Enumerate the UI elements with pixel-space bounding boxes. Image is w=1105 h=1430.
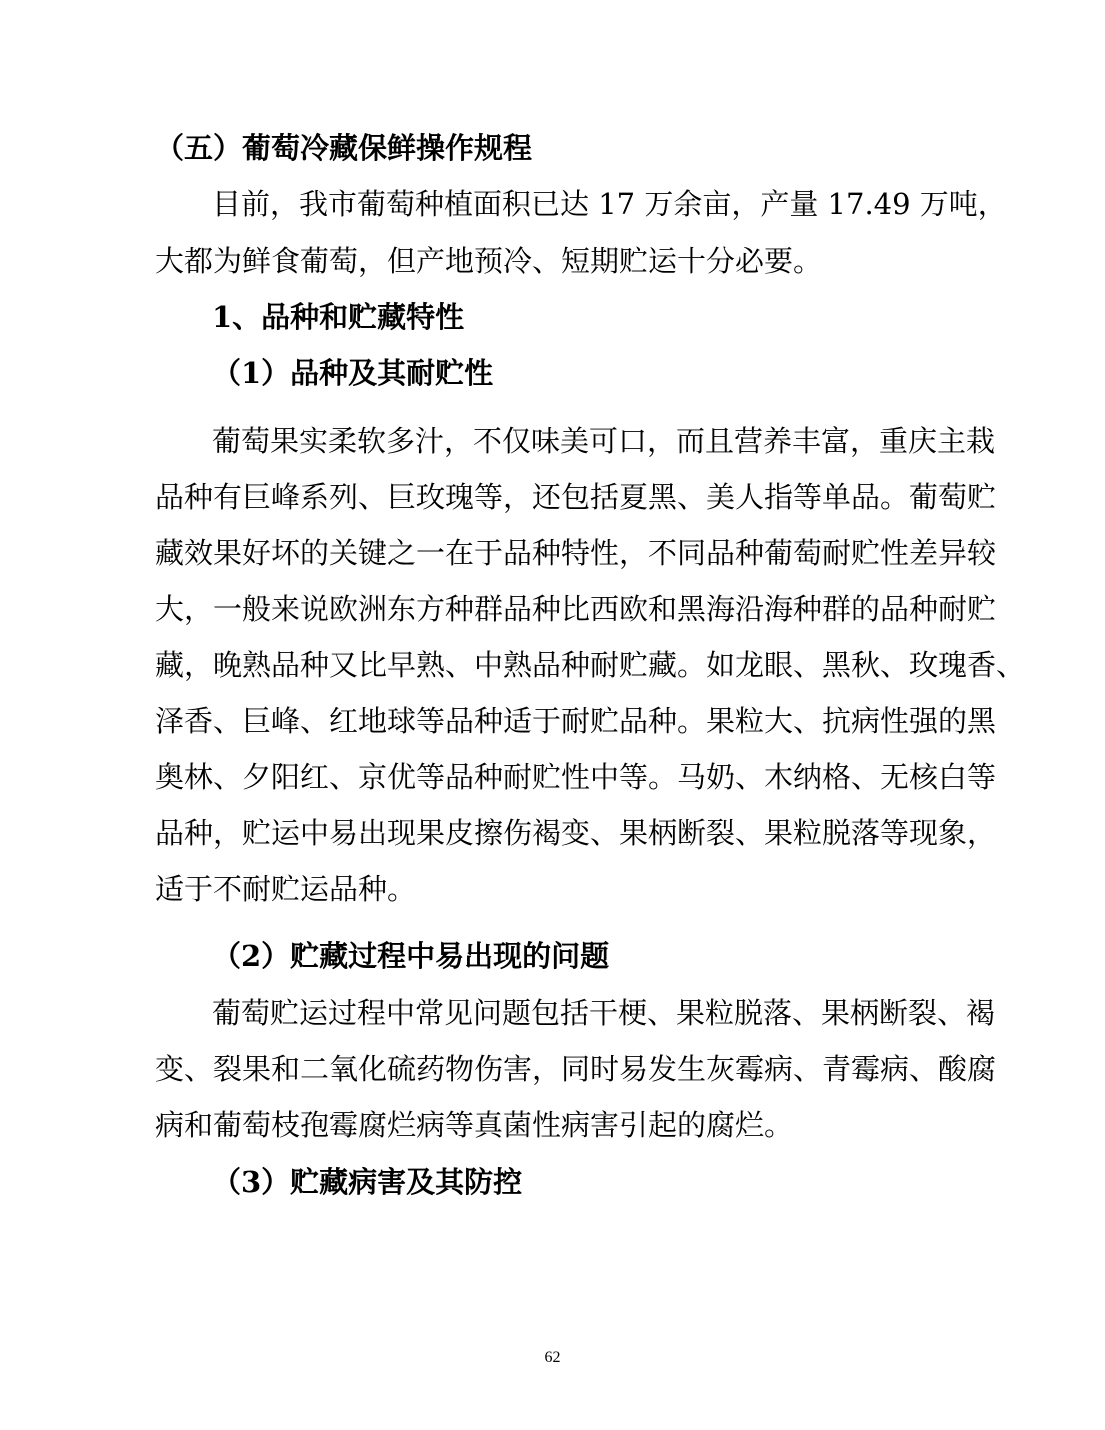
paragraph-2-line-3: 病和葡萄枝孢霉腐烂病等真菌性病害引起的腐烂。 <box>155 1108 794 1142</box>
paragraph-1-line-1: 葡萄果实柔软多汁，不仅味美可口，而且营养丰富，重庆主栽 <box>212 424 996 458</box>
paragraph-2-line-1: 葡萄贮运过程中常见问题包括干梗、果粒脱落、果柄断裂、褐 <box>212 996 996 1030</box>
paragraph-1-line-7: 奥林、夕阳红、京优等品种耐贮性中等。马奶、木纳格、无核白等 <box>155 760 997 794</box>
paragraph-1-line-2: 品种有巨峰系列、巨玫瑰等，还包括夏黑、美人指等单品。葡萄贮 <box>155 480 997 514</box>
paragraph-1-line-5: 藏，晚熟品种又比早熟、中熟品种耐贮藏。如龙眼、黑秋、玫瑰香、 <box>155 648 1026 682</box>
heading-varieties-storage: 1、品种和贮藏特性 <box>212 300 465 334</box>
paragraph-1-line-4: 大，一般来说欧洲东方种群品种比西欧和黑海沿海种群的品种耐贮 <box>155 592 997 626</box>
paragraph-1-line-9: 适于不耐贮运品种。 <box>155 872 417 906</box>
subheading-storage-diseases: （3）贮藏病害及其防控 <box>212 1165 523 1199</box>
subheading-varieties: （1）品种及其耐贮性 <box>212 356 494 390</box>
intro-line-2: 大都为鲜食葡萄，但产地预冷、短期贮运十分必要。 <box>155 244 823 278</box>
paragraph-1-line-3: 藏效果好坏的关键之一在于品种特性，不同品种葡萄耐贮性差异较 <box>155 536 997 570</box>
section-title: （五）葡萄冷藏保鲜操作规程 <box>155 131 533 165</box>
subheading-storage-problems: （2）贮藏过程中易出现的问题 <box>212 939 610 973</box>
intro-line-1: 目前，我市葡萄种植面积已达 17 万余亩，产量 17.49 万吨， <box>212 187 1007 221</box>
paragraph-1-line-6: 泽香、巨峰、红地球等品种适于耐贮品种。果粒大、抗病性强的黑 <box>155 704 997 738</box>
page-number: 62 <box>544 1349 561 1366</box>
paragraph-2-line-2: 变、裂果和二氧化硫药物伤害，同时易发生灰霉病、青霉病、酸腐 <box>155 1052 997 1086</box>
paragraph-1-line-8: 品种，贮运中易出现果皮擦伤褐变、果柄断裂、果粒脱落等现象， <box>155 816 997 850</box>
